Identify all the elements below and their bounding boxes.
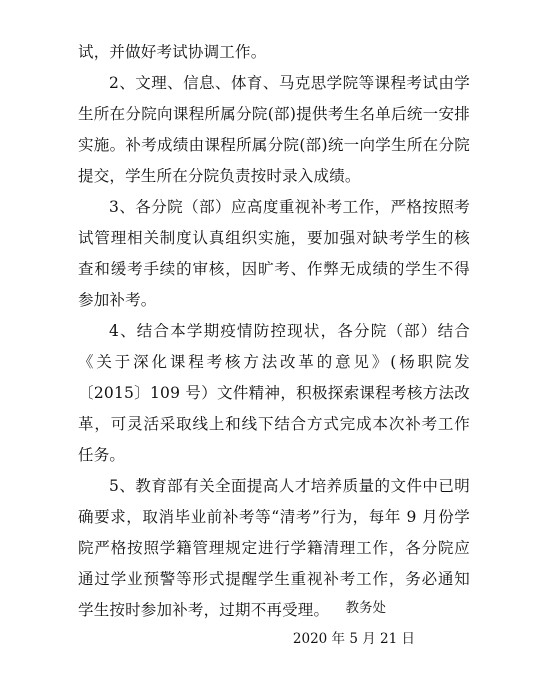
paragraph-item-4: 4、结合本学期疫情防控现状，各分院（部）结合《关于深化课程考核方法改革的意见》(杨职院发〔2015〕109 号）文件精神，积极探索课程考核方法改革，可灵活采取线上和线下结合方式完成本次补考工作任务。 xyxy=(78,322,470,464)
paragraph-item-5: 5、教育部有关全面提高人才培养质量的文件中已明确要求，取消毕业前补考等“清考”行为，每年 9 月份学院严格按照学籍管理规定进行学籍清理工作，各分院应通过学业预警等形式提醒学生重视补考工作，务必通知学生按时参加补考，过期不再受理。 xyxy=(78,477,470,619)
paragraph-item-2: 2、文理、信息、体育、马克思学院等课程考试由学生所在分院向课程所属分院(部)提供考生名单后统一安排实施。补考成绩由课程所属分院(部)统一向学生所在分院提交，学生所在分院负责按时录入成绩。 xyxy=(78,74,470,185)
document-body xyxy=(78,37,470,626)
paragraph-item-3: 3、各分院（部）应高度重视补考工作，严格按照考试管理相关制度认真组织实施，要加强对缺考学生的核查和缓考手续的审核，因旷考、作弊无成绩的学生不得参加补考。 xyxy=(78,198,470,309)
issue-date: 2020 年 5 月 21 日 xyxy=(292,631,415,647)
paragraph-continuation: 试，并做好考试协调工作。 xyxy=(78,43,267,61)
issuer-signature: 教务处 xyxy=(345,600,386,616)
